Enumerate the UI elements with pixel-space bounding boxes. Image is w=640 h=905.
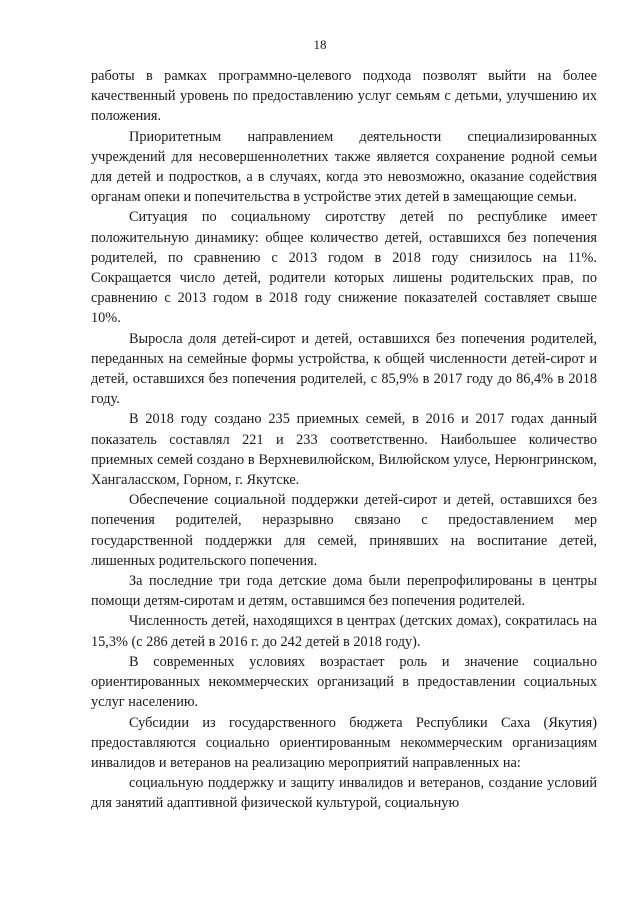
- paragraph-2: Приоритетным направлением деятельности специализированных учреждений для несовершеннолетних также является сохранение родной семьи для детей и подростков, а в случаях, когда это невозможно, оказание содействия органам опеки и попечительства в устройстве этих детей в замещающие семьи.: [91, 128, 597, 206]
- paragraph-11: социальную поддержку и защиту инвалидов и ветеранов, создание условий для занятий адаптивной физической культурой, социальную: [91, 775, 597, 812]
- paragraph-10: Субсидии из государственного бюджета Республики Саха (Якутия) предоставляются социально ориентированным некоммерческим организациям инвалидов и ветеранов на реализацию мероприятий направленных на:: [91, 714, 597, 771]
- page-number: 18: [313, 37, 327, 52]
- paragraph-3: Ситуация по социальному сиротству детей по республике имеет положительную динамику: общее количество детей, оставшихся без попечения родителей, по сравнению с 2013 годом в 2018 году снизилось на 11%. Сокращается число детей, родители которых лишены родительских прав, по сравнению с 2013 годом в 2018 году снижение показателей составляет свыше 10%.: [91, 209, 597, 327]
- paragraph-4: Выросла доля детей-сирот и детей, оставшихся без попечения родителей, переданных на семейные формы устройства, к общей численности детей-сирот и детей, оставшихся без попечения родителей, с 85,9% в 2017 году до 86,4% в 2018 году.: [91, 330, 597, 408]
- paragraph-5: В 2018 году создано 235 приемных семей, в 2016 и 2017 годах данный показатель составлял 221 и 233 соответственно. Наибольшее количество приемных семей создано в Верхневилюйском, Вилюйском улусе, Нерюнгринском, Хангаласском, Горном, г. Якутске.: [91, 411, 597, 489]
- paragraph-8: Численность детей, находящихся в центрах (детских домах), сократилась на 15,3% (с 286 детей в 2016 г. до 242 детей в 2018 году).: [91, 613, 597, 650]
- body-text: [91, 66, 597, 814]
- paragraph-9: В современных условиях возрастает роль и значение социально ориентированных некоммерческих организаций в предоставлении социальных услуг населению.: [91, 653, 597, 711]
- paragraph-7: За последние три года детские дома были перепрофилированы в центры помощи детям-сиротам и детям, оставшимся без попечения родителей.: [91, 573, 597, 610]
- paragraph-1: работы в рамках программно-целевого подхода позволят выйти на более качественный уровень по предоставлению услуг семьям с детьми, улучшению их положения.: [91, 68, 597, 125]
- paragraph-6: Обеспечение социальной поддержки детей-сирот и детей, оставшихся без попечения родителей, неразрывно связано с предоставлением мер государственной поддержки для семей, принявших на воспитание детей, лишенных родительского попечения.: [91, 492, 597, 569]
